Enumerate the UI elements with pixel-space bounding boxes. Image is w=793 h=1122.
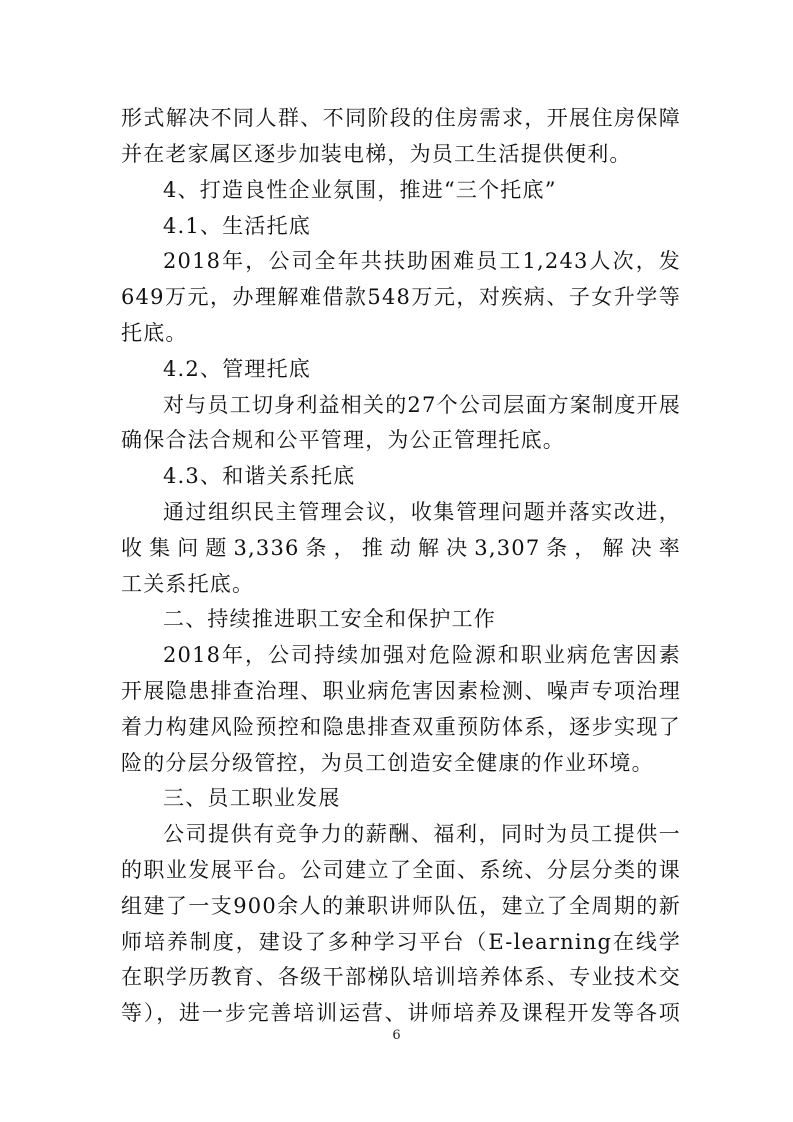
section-heading: 4、打造良性企业氛围，推进“三个托底”	[163, 178, 557, 202]
paragraph-line: 2018年，公司持续加强对危险源和职业病危害因素	[163, 643, 681, 667]
paragraph-line: 开展隐患排查治理、职业病危害因素检测、噪声专项治理	[121, 679, 681, 703]
paragraph-line: 着力构建风险预控和隐患排查双重预防体系，逐步实现了	[121, 715, 681, 739]
paragraph-line: 并在老家属区逐步加装电梯，为员工生活提供便利。	[121, 142, 632, 166]
paragraph-line: 收集问题3,336条，推动解决3,307条，解决率	[121, 536, 681, 560]
paragraph-line: 通过组织民主管理会议，收集管理问题并落实改进，	[163, 500, 681, 524]
paragraph-line: 确保合法合规和公平管理，为公正管理托底。	[121, 428, 565, 452]
paragraph-line: 师培养制度，建设了多种学习平台（E-learning在线学	[121, 930, 681, 954]
page-number: 6	[392, 1028, 401, 1043]
paragraph-line: 等），进一步完善培训运营、讲师培养及课程开发等各项	[121, 1001, 681, 1025]
paragraph-line: 对与员工切身利益相关的27个公司层面方案制度开展	[163, 393, 681, 417]
paragraph-line: 2018年，公司全年共扶助困难员工1,243人次，发	[163, 249, 681, 273]
paragraph-line: 托底。	[121, 321, 188, 345]
paragraph-line: 险的分层分级管控，为员工创造安全健康的作业环境。	[121, 751, 654, 775]
subsection-heading: 4.1、生活托底	[163, 214, 311, 238]
paragraph-line: 649万元，办理解难借款548万元，对疾病、子女升学等	[121, 285, 681, 309]
section-heading: 二、持续推进职工安全和保护工作	[163, 607, 496, 631]
section-heading: 三、员工职业发展	[163, 786, 341, 810]
paragraph-line: 在职学历教育、各级干部梯队培训培养体系、专业技术交	[121, 965, 681, 989]
subsection-heading: 4.2、管理托底	[163, 357, 311, 381]
paragraph-line: 组建了一支900余人的兼职讲师队伍，建立了全周期的新	[121, 894, 681, 918]
paragraph-line: 形式解决不同人群、不同阶段的住房需求，开展住房保障	[121, 106, 681, 130]
paragraph-line: 公司提供有竞争力的薪酬、福利，同时为员工提供一	[163, 822, 681, 846]
paragraph-line: 工关系托底。	[121, 572, 255, 596]
subsection-heading: 4.3、和谐关系托底	[163, 464, 356, 488]
paragraph-line: 的职业发展平台。公司建立了全面、系统、分层分类的课	[121, 858, 681, 882]
